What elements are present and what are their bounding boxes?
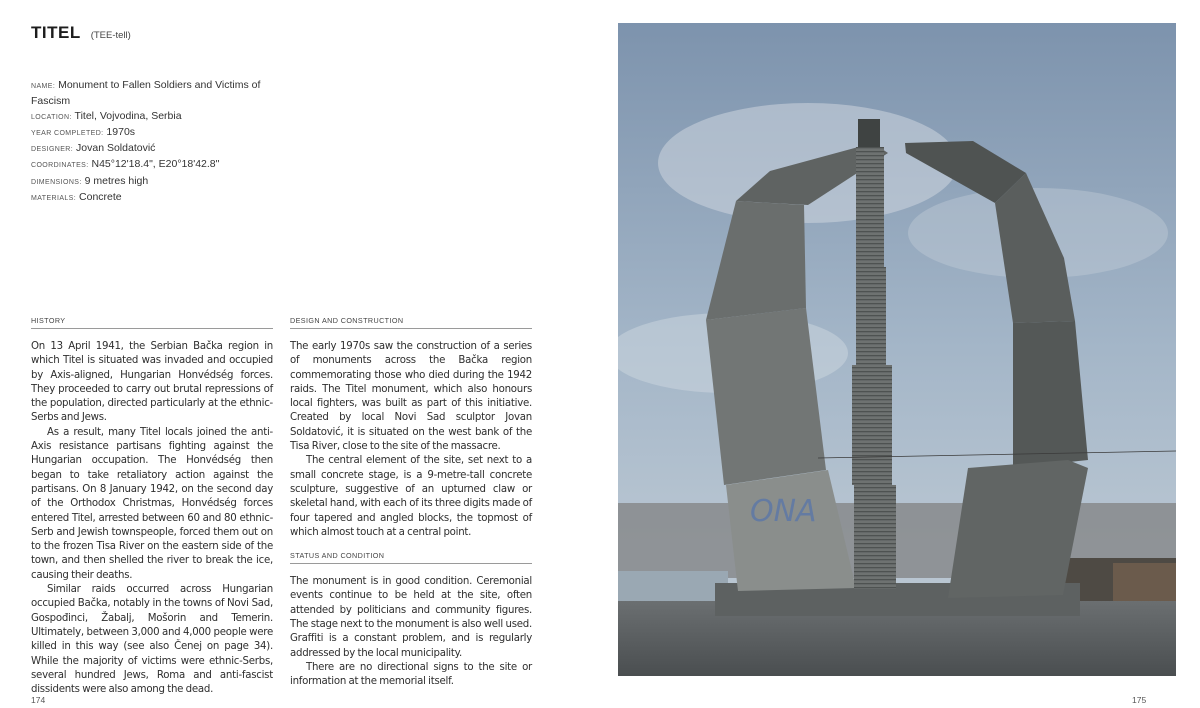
history-paragraph: Similar raids occurred across Hungarian occupied Bačka, notably in the towns of Novi Sad, Gospođinci, Žabalj, Mošorin and Temerin. Ultimately, between 3,000 and 4,000 people were killed in this way (see also Čenej on page 34). While the majority of victims were ethnic-Serbs, several hundred Jews, Roma and anti-fascist dissidents were also among the dead.	[31, 584, 273, 696]
design-status-column	[290, 316, 532, 690]
fact-label: DIMENSIONS:	[31, 178, 82, 186]
design-paragraph: The central element of the site, set next to a small concrete stage, is a 9-metre-tall concrete sculpture, suggestive of an upturned claw or skeletal hand, with each of its three digits made of four tapered and angled blocks, the topmost of which almost touch at a central point.	[290, 455, 532, 538]
right-page	[600, 0, 1200, 708]
fact-value: N45°12'18.4", E20°18'42.8"	[88, 158, 220, 171]
fact-dimensions	[31, 174, 271, 190]
entry-title-row	[31, 23, 131, 43]
history-column	[31, 316, 273, 697]
graffiti: ONA	[750, 494, 817, 529]
page-number-left: 174	[31, 695, 46, 705]
pronunciation: (TEE-tell)	[90, 30, 131, 41]
fact-sheet	[31, 78, 271, 206]
status-paragraph: The monument is in good condition. Ceremonial events continue to be held at the site, often attended by politicians and community figures. The stage next to the monument is also well used. Graffiti is a constant problem, and is regularly addressed by the local municipality.	[290, 576, 532, 659]
fact-value: Concrete	[76, 191, 122, 204]
fact-location	[31, 109, 271, 125]
history-paragraph: As a result, many Titel locals joined the anti-Axis resistance partisans fighting against the Hungarian occupation. The Honvédség then began to take retaliatory action against the partisans. On 8 January 1942, on the second day of the Orthodox Christmas, Honvédség forces entered Titel, arrested between 60 and 80 ethnic-Serb and Jewish townspeople, forced them out on to the frozen Tisa River on the eastern side of the town, and then shelled the river to break the ice, causing their deaths.	[31, 426, 273, 581]
fact-value: 1970s	[103, 125, 136, 138]
entry-title: TITEL	[31, 23, 81, 42]
monument-photo	[618, 23, 1176, 676]
history-heading: HISTORY	[31, 316, 273, 329]
page-number-right: 175	[1132, 695, 1147, 705]
design-heading: DESIGN AND CONSTRUCTION	[290, 316, 532, 329]
fact-label: YEAR COMPLETED:	[31, 129, 104, 137]
fact-materials	[31, 190, 271, 206]
fact-label: DESIGNER:	[31, 146, 74, 154]
fact-year	[31, 125, 271, 141]
fact-value: 9 metres high	[81, 174, 149, 187]
fact-value: Monument to Fallen Soldiers and Victims of Fascism	[31, 79, 261, 108]
fact-label: NAME:	[31, 83, 56, 90]
fact-value: Titel, Vojvodina, Serbia	[71, 109, 182, 122]
fact-name	[31, 78, 271, 109]
status-heading: STATUS AND CONDITION	[290, 551, 532, 564]
fact-label: COORDINATES:	[31, 162, 89, 170]
fact-label: LOCATION:	[31, 113, 72, 121]
fact-label: MATERIALS:	[31, 195, 77, 203]
status-paragraph: There are no directional signs to the site or information at the memorial itself.	[290, 661, 532, 688]
history-paragraph: On 13 April 1941, the Serbian Bačka region in which Titel is situated was invaded and occupied by Axis-aligned, Hungarian Honvédség forces. They proceeded to carry out brutal repressions of the population, directed particularly at the ethnic-Serbs and Jews.	[31, 341, 273, 424]
design-paragraph: The early 1970s saw the construction of a series of monuments across the Bačka region commemorating those who died during the 1942 raids. The Titel monument, which also honours local fighters, was built as part of this initiative. Created by local Novi Sad sculptor Jovan Soldatović, it is situated on the west bank of the Tisa River, close to the site of the massacre.	[290, 341, 532, 453]
fact-coordinates	[31, 157, 271, 173]
fact-designer	[31, 141, 271, 157]
fact-value: Jovan Soldatović	[73, 142, 156, 155]
